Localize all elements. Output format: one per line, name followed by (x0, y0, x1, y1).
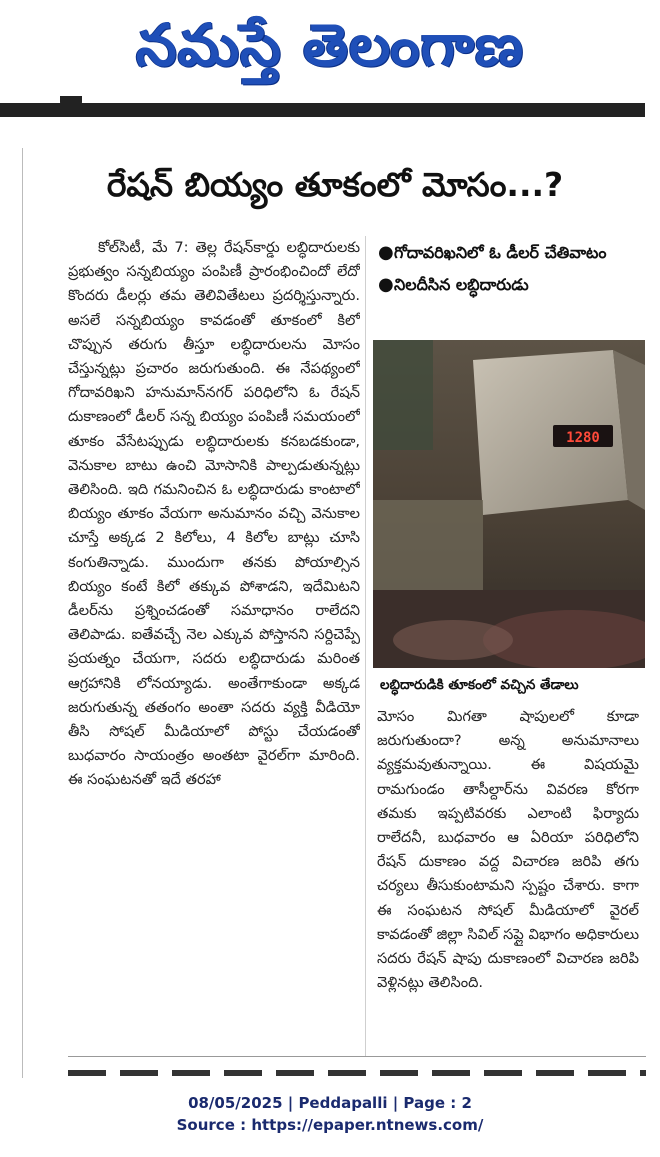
masthead (0, 0, 660, 100)
source-link[interactable]: Source : https://epaper.ntnews.com/ (176, 1116, 484, 1134)
highlight-text: గోదావరిఖనిలో ఓ డీలర్ చేతివాటం (394, 243, 607, 262)
bullet-icon: ● (378, 274, 394, 295)
page-edge (22, 148, 23, 1078)
photo-caption: లబ్ధిదారుడికి తూకంలో వచ్చిన తేడాలు (380, 677, 579, 693)
bottom-rule (68, 1056, 646, 1057)
next-article-clip (68, 1064, 646, 1076)
footer (0, 1092, 660, 1136)
top-rule (0, 103, 645, 117)
rule-ornament (60, 96, 82, 108)
article-headline: రేషన్ బియ్యం తూకంలో మోసం...? (106, 165, 564, 204)
article-photo (373, 340, 645, 668)
body-paragraph: మోసం మిగతా షాపులలో కూడా జరుగుతుందా? అన్న అనుమానాలు వ్యక్తమవుతున్నాయి. ఈ విషయమై రామగుండం తాసీల్దార్‌ను వివరణ కోరగా తమకు ఇప్పటివరకు ఎలాంటి ఫిర్యాదు రాలేదనీ, బుధవారం ఆ ఏరియా పరిధిలోని రేషన్ దుకాణం వద్ద విచారణ జరిపి తగు చర్యలు తీసుకుంటామని స్పష్టం చేశారు. కాగా ఈ సంఘటన సోషల్ మీడియాలో వైరల్ కావడంతో జిల్లా సివిల్ సప్లై విభాగం అధికారులు సదరు రేషన్ షాపు దుకాణంలో విచారణ జరిపి వెళ్లినట్లు తెలిసింది. (377, 708, 639, 992)
article-body-right (377, 705, 639, 1045)
column-divider (365, 236, 366, 1056)
svg-text:1280: 1280 (566, 430, 600, 446)
highlight-item (378, 240, 640, 266)
weighing-scale-photo (373, 340, 645, 668)
article-body-left (68, 236, 360, 1051)
highlight-item (378, 272, 640, 298)
newspaper-logo: నమస్తే తెలంగాణ (136, 11, 524, 79)
highlight-text: నిలదీసిన లబ్ధిదారుడు (394, 275, 529, 294)
bullet-icon: ● (378, 242, 394, 263)
highlights-box (378, 240, 640, 304)
body-paragraph: కోల్‌సిటీ, మే 7: తెల్ల రేషన్‌కార్డు లబ్ధిదారులకు ప్రభుత్వం సన్నబియ్యం పంపిణీ ప్రారంభించిందో లేదో కొందరు డీలర్లు తమ తెలివితేటలు ప్రదర్శిస్తున్నారు. అసలే సన్నబియ్యం కావడంతో తూకంలో కిలో చొప్పున తరుగు తీస్తూ లబ్ధిదారులను మోసం చేస్తున్నట్లు ప్రచారం జరుగుతుంది. ఈ నేపథ్యంలో గోదావరిఖని హనుమాన్‌నగర్ పరిధిలోని ఓ రేషన్ దుకాణంలో డీలర్ సన్న బియ్యం పంపిణీ సమయంలో తూకం వేసేటప్పుడు లబ్ధిదారులకు కనబడకుండా, వెనుకాల బాటు ఉంచి మోసానికి పాల్పడుతున్నట్లు తెలిసింది. ఇది గమనించిన ఓ లబ్ధిదారుడు కాంటాలో బియ్యం తూకం వేయగా అనుమానం వచ్చి వెనుకాల చూస్తే అక్కడ 2 కిలోలు, 4 కిలోల బాట్లు చూసి కంగుతిన్నాడు. ముందుగా తనకు పోయాల్సిన బియ్యం కంటే కిలో తక్కువ పోశాడని, ఇదేమిటని డీలర్‌ను ప్రశ్నించడంతో సమాధానం రాలేదని తెలిపాడు. ఐతేవచ్చే నెల ఎక్కువ పోస్తానని సర్దిచెప్పే ప్రయత్నం చేయగా, సదరు లబ్ధిదారుడు మరింత ఆగ్రహానికి లోనయ్యాడు. అంతేగాకుండా అక్కడ జరుగుతున్న తతంగం అంతా సదరు వ్యక్తి వీడియో తీసి సోషల్ మీడియాలో పోస్టు చేయడంతో బుధవారం సాయంత్రం అంతటా వైరల్‌గా మారింది. ఈ సంఘటనతో ఇదే తరహా (68, 239, 360, 789)
edition-info: 08/05/2025 | Peddapalli | Page : 2 (188, 1094, 472, 1112)
